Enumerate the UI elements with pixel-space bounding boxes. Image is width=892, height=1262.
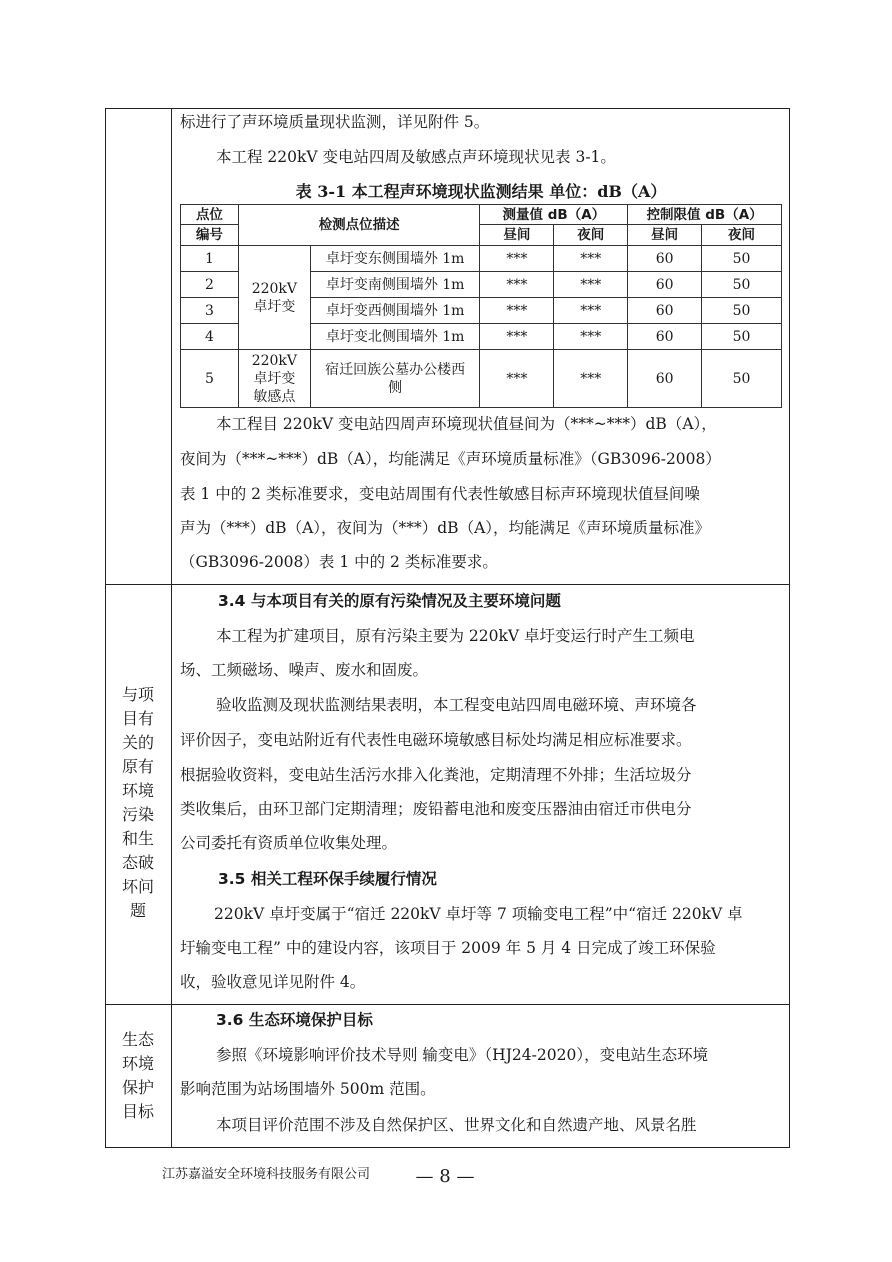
- summary-line-2: 夜间为（***~***）dB（A），均能满足《声环境质量标准》（GB3096-2008）: [180, 450, 721, 468]
- cell-no: 4: [181, 324, 239, 350]
- cell-desc: 卓圩变南侧围墙外 1m: [310, 272, 480, 298]
- cell-day: ***: [480, 246, 554, 272]
- cell-no: 1: [181, 246, 239, 272]
- cell-limit-day: 60: [628, 350, 702, 408]
- th-limit: 控制限值 dB（A）: [628, 205, 782, 225]
- cell-limit-day: 60: [628, 246, 702, 272]
- th-day-1: 昼间: [480, 225, 554, 246]
- intro-line-2: 本工程 220kV 变电站四周及敏感点声环境现状见表 3-1。: [216, 148, 616, 166]
- s36-p2-line1: 本项目评价范围不涉及自然保护区、世界文化和自然遗产地、风景名胜: [216, 1116, 697, 1134]
- th-point-no-2: 编号: [181, 225, 239, 246]
- row-divider-2: [105, 1004, 790, 1005]
- column-divider: [171, 108, 172, 1148]
- cell-desc: 卓圩变西侧围墙外 1m: [310, 298, 480, 324]
- th-night-1: 夜间: [554, 225, 628, 246]
- heading-3-4: 3.4 与本项目有关的原有污染情况及主要环境问题: [218, 592, 561, 610]
- cell-no: 5: [181, 350, 239, 408]
- summary-line-5: （GB3096-2008）表 1 中的 2 类标准要求。: [180, 553, 498, 571]
- cell-limit-night: 50: [702, 298, 782, 324]
- th-night-2: 夜间: [702, 225, 782, 246]
- cell-day: ***: [480, 272, 554, 298]
- cell-day: ***: [480, 324, 554, 350]
- cell-limit-day: 60: [628, 324, 702, 350]
- heading-3-5: 3.5 相关工程环保手续履行情况: [218, 870, 437, 888]
- side-label-eco-protection: 生态 环境 保护 目标: [121, 1030, 154, 1121]
- cell-night: ***: [554, 246, 628, 272]
- cell-limit-night: 50: [702, 272, 782, 298]
- table-row: [181, 350, 782, 408]
- s34-p2-line1: 验收监测及现状监测结果表明，本工程变电站四周电磁环境、声环境各: [216, 696, 697, 714]
- cell-day: ***: [480, 298, 554, 324]
- page-number: — 8 —: [415, 1166, 475, 1187]
- cell-desc: 卓圩变东侧围墙外 1m: [310, 246, 480, 272]
- row-divider-1: [105, 584, 790, 585]
- summary-line-4: 声为（***）dB（A），夜间为（***）dB（A），均能满足《声环境质量标准》: [180, 519, 711, 537]
- cell-night: ***: [554, 324, 628, 350]
- cell-group-sensitive: 220kV 卓圩变 敏感点: [238, 350, 310, 408]
- cell-limit-night: 50: [702, 246, 782, 272]
- heading-3-6: 3.6 生态环境保护目标: [216, 1011, 373, 1029]
- s36-p1-line1: 参照《环境影响评价技术导则 输变电》（HJ24-2020），变电站生态环境: [216, 1046, 709, 1064]
- th-day-2: 昼间: [628, 225, 702, 246]
- s34-p2-line5: 公司委托有资质单位收集处理。: [180, 834, 398, 852]
- cell-group-substation: 220kV 卓圩变: [238, 246, 310, 350]
- s35-p-line3: 收，验收意见详见附件 4。: [180, 973, 366, 991]
- cell-night: ***: [554, 272, 628, 298]
- cell-no: 3: [181, 298, 239, 324]
- s34-p1-line2: 场、工频磁场、噪声、废水和固废。: [180, 661, 429, 679]
- s34-p2-line2: 评价因子，变电站附近有代表性电磁环境敏感目标处均满足相应标准要求。: [180, 731, 692, 749]
- cell-night: ***: [554, 298, 628, 324]
- cell-limit-night: 50: [702, 350, 782, 408]
- summary-line-1: 本工程目 220kV 变电站四周声环境现状值昼间为（***~***）dB（A），: [216, 415, 717, 433]
- cell-no: 2: [181, 272, 239, 298]
- th-measured: 测量值 dB（A）: [480, 205, 628, 225]
- cell-limit-day: 60: [628, 272, 702, 298]
- cell-desc: 宿迁回族公墓办公楼西 侧: [310, 350, 480, 408]
- s34-p2-line3: 根据验收资料，变电站生活污水排入化粪池，定期清理不外排；生活垃圾分: [180, 766, 692, 784]
- th-desc: 检测点位描述: [238, 205, 480, 246]
- s36-p1-line2: 影响范围为站场围墙外 500m 范围。: [180, 1080, 436, 1098]
- cell-desc: 卓圩变北侧围墙外 1m: [310, 324, 480, 350]
- s35-p-line2: 圩输变电工程” 中的建设内容，该项目于 2009 年 5 月 4 日完成了竣工环保验: [180, 939, 716, 957]
- s34-p2-line4: 类收集后，由环卫部门定期清理；废铅蓄电池和废变压器油由宿迁市供电分: [180, 800, 692, 818]
- th-point-no: 点位: [181, 205, 239, 225]
- table-row: [181, 246, 782, 272]
- intro-line-1: 标进行了声环境质量现状监测，详见附件 5。: [180, 113, 490, 131]
- cell-limit-day: 60: [628, 298, 702, 324]
- cell-night: ***: [554, 350, 628, 408]
- noise-monitoring-table: [180, 204, 782, 408]
- s34-p1-line1: 本工程为扩建项目，原有污染主要为 220kV 卓圩变运行时产生工频电: [216, 627, 695, 645]
- cell-day: ***: [480, 350, 554, 408]
- table-caption: 表 3-1 本工程声环境现状监测结果 单位：dB（A）: [295, 182, 667, 201]
- cell-limit-night: 50: [702, 324, 782, 350]
- footer-company: 江苏嘉溢安全环境科技服务有限公司: [162, 1167, 371, 1182]
- s35-p-line1: 220kV 卓圩变属于“宿迁 220kV 卓圩等 7 项输变电工程”中“宿迁 220kV 卓: [214, 905, 743, 923]
- summary-line-3: 表 1 中的 2 类标准要求，变电站周围有代表性敏感目标声环境现状值昼间噪: [180, 485, 700, 503]
- side-label-existing-pollution: 与项 目有 关的 原有 环境 污染 和生 态破 坏问 题: [121, 685, 154, 920]
